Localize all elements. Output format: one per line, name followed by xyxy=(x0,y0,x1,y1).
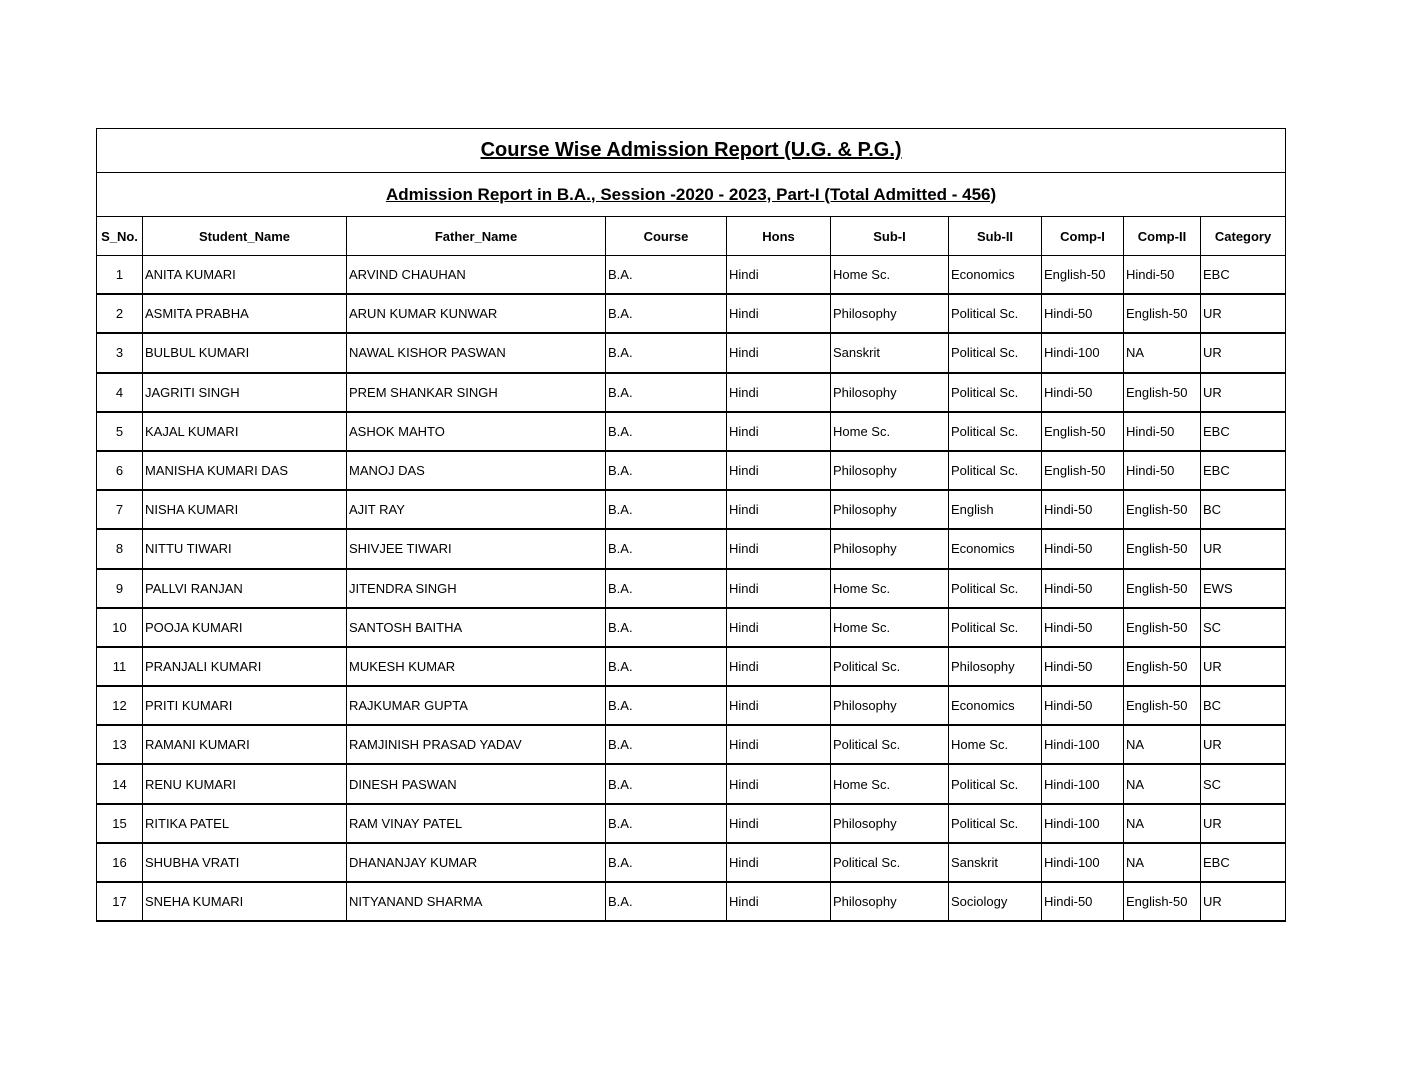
table-row xyxy=(97,843,1286,882)
cell-category: UR xyxy=(1201,529,1286,568)
header-father-name: Father_Name xyxy=(347,217,606,256)
cell-father-name: AJIT RAY xyxy=(347,490,606,529)
cell-sub-i: Philosophy xyxy=(831,529,949,568)
cell-category: UR xyxy=(1201,647,1286,686)
cell-sub-i: Home Sc. xyxy=(831,569,949,608)
cell-father-name: ASHOK MAHTO xyxy=(347,412,606,451)
cell-father-name: DHANANJAY KUMAR xyxy=(347,843,606,882)
cell-s-no: 4 xyxy=(97,373,143,412)
cell-father-name: NAWAL KISHOR PASWAN xyxy=(347,333,606,372)
cell-course: B.A. xyxy=(606,490,727,529)
cell-sub-i: Philosophy xyxy=(831,686,949,725)
cell-category: SC xyxy=(1201,764,1286,803)
cell-category: UR xyxy=(1201,373,1286,412)
cell-s-no: 10 xyxy=(97,608,143,647)
title-row xyxy=(97,129,1286,173)
cell-student-name: JAGRITI SINGH xyxy=(143,373,347,412)
cell-s-no: 11 xyxy=(97,647,143,686)
cell-hons: Hindi xyxy=(727,412,831,451)
cell-student-name: PRITI KUMARI xyxy=(143,686,347,725)
cell-sub-ii: Economics xyxy=(949,686,1042,725)
cell-hons: Hindi xyxy=(727,451,831,490)
cell-category: EBC xyxy=(1201,451,1286,490)
cell-sub-i: Home Sc. xyxy=(831,256,949,295)
cell-sub-i: Political Sc. xyxy=(831,647,949,686)
cell-s-no: 3 xyxy=(97,333,143,372)
cell-course: B.A. xyxy=(606,686,727,725)
cell-comp-i: Hindi-50 xyxy=(1042,686,1124,725)
cell-sub-i: Philosophy xyxy=(831,451,949,490)
cell-comp-ii: NA xyxy=(1124,804,1201,843)
cell-s-no: 2 xyxy=(97,294,143,333)
cell-comp-i: Hindi-100 xyxy=(1042,804,1124,843)
cell-comp-i: Hindi-50 xyxy=(1042,490,1124,529)
cell-father-name: ARUN KUMAR KUNWAR xyxy=(347,294,606,333)
report-subtitle: Admission Report in B.A., Session -2020 - 2023, Part-I (Total Admitted - 456) xyxy=(97,173,1286,217)
subtitle-row xyxy=(97,173,1286,217)
cell-father-name: ARVIND CHAUHAN xyxy=(347,256,606,295)
cell-father-name: MANOJ DAS xyxy=(347,451,606,490)
header-category: Category xyxy=(1201,217,1286,256)
cell-father-name: SHIVJEE TIWARI xyxy=(347,529,606,568)
table-row xyxy=(97,333,1286,372)
cell-comp-i: Hindi-50 xyxy=(1042,294,1124,333)
cell-hons: Hindi xyxy=(727,686,831,725)
cell-course: B.A. xyxy=(606,256,727,295)
cell-father-name: RAM VINAY PATEL xyxy=(347,804,606,843)
table-row xyxy=(97,608,1286,647)
cell-comp-ii: NA xyxy=(1124,764,1201,803)
header-comp-i: Comp-I xyxy=(1042,217,1124,256)
cell-sub-ii: Political Sc. xyxy=(949,333,1042,372)
header-sub-i: Sub-I xyxy=(831,217,949,256)
cell-student-name: KAJAL KUMARI xyxy=(143,412,347,451)
cell-s-no: 8 xyxy=(97,529,143,568)
cell-s-no: 14 xyxy=(97,764,143,803)
cell-hons: Hindi xyxy=(727,529,831,568)
cell-category: UR xyxy=(1201,882,1286,921)
cell-category: EBC xyxy=(1201,256,1286,295)
cell-category: SC xyxy=(1201,608,1286,647)
cell-sub-i: Home Sc. xyxy=(831,412,949,451)
cell-hons: Hindi xyxy=(727,256,831,295)
cell-s-no: 16 xyxy=(97,843,143,882)
cell-s-no: 5 xyxy=(97,412,143,451)
cell-father-name: MUKESH KUMAR xyxy=(347,647,606,686)
table-row xyxy=(97,294,1286,333)
cell-sub-i: Home Sc. xyxy=(831,608,949,647)
cell-comp-ii: English-50 xyxy=(1124,294,1201,333)
cell-father-name: NITYANAND SHARMA xyxy=(347,882,606,921)
cell-comp-ii: Hindi-50 xyxy=(1124,256,1201,295)
cell-sub-i: Sanskrit xyxy=(831,333,949,372)
cell-student-name: POOJA KUMARI xyxy=(143,608,347,647)
cell-student-name: RAMANI KUMARI xyxy=(143,725,347,764)
cell-sub-ii: Political Sc. xyxy=(949,412,1042,451)
cell-father-name: JITENDRA SINGH xyxy=(347,569,606,608)
cell-s-no: 12 xyxy=(97,686,143,725)
cell-sub-ii: Philosophy xyxy=(949,647,1042,686)
cell-student-name: ANITA KUMARI xyxy=(143,256,347,295)
header-sub-ii: Sub-II xyxy=(949,217,1042,256)
cell-comp-ii: Hindi-50 xyxy=(1124,451,1201,490)
cell-hons: Hindi xyxy=(727,843,831,882)
cell-s-no: 6 xyxy=(97,451,143,490)
header-s-no: S_No. xyxy=(97,217,143,256)
cell-course: B.A. xyxy=(606,647,727,686)
table-row xyxy=(97,529,1286,568)
cell-hons: Hindi xyxy=(727,373,831,412)
table-row xyxy=(97,882,1286,921)
cell-category: UR xyxy=(1201,294,1286,333)
cell-comp-ii: English-50 xyxy=(1124,608,1201,647)
cell-comp-ii: NA xyxy=(1124,333,1201,372)
cell-comp-ii: English-50 xyxy=(1124,529,1201,568)
cell-sub-ii: English xyxy=(949,490,1042,529)
cell-comp-i: Hindi-50 xyxy=(1042,882,1124,921)
cell-hons: Hindi xyxy=(727,333,831,372)
cell-comp-ii: English-50 xyxy=(1124,373,1201,412)
cell-student-name: SNEHA KUMARI xyxy=(143,882,347,921)
cell-comp-ii: English-50 xyxy=(1124,569,1201,608)
cell-father-name: RAJKUMAR GUPTA xyxy=(347,686,606,725)
cell-s-no: 17 xyxy=(97,882,143,921)
report-title: Course Wise Admission Report (U.G. & P.G.) xyxy=(97,129,1286,173)
cell-sub-ii: Political Sc. xyxy=(949,451,1042,490)
table-row xyxy=(97,764,1286,803)
cell-student-name: NISHA KUMARI xyxy=(143,490,347,529)
cell-category: EWS xyxy=(1201,569,1286,608)
cell-comp-i: Hindi-50 xyxy=(1042,373,1124,412)
cell-s-no: 7 xyxy=(97,490,143,529)
cell-sub-ii: Political Sc. xyxy=(949,804,1042,843)
cell-course: B.A. xyxy=(606,412,727,451)
table-row xyxy=(97,451,1286,490)
cell-comp-ii: Hindi-50 xyxy=(1124,412,1201,451)
cell-sub-ii: Economics xyxy=(949,529,1042,568)
table-row xyxy=(97,412,1286,451)
cell-category: EBC xyxy=(1201,843,1286,882)
table-row xyxy=(97,490,1286,529)
cell-hons: Hindi xyxy=(727,647,831,686)
cell-comp-i: Hindi-50 xyxy=(1042,569,1124,608)
cell-student-name: ASMITA PRABHA xyxy=(143,294,347,333)
cell-sub-ii: Political Sc. xyxy=(949,764,1042,803)
cell-comp-i: Hindi-50 xyxy=(1042,608,1124,647)
cell-course: B.A. xyxy=(606,569,727,608)
cell-course: B.A. xyxy=(606,764,727,803)
cell-comp-ii: English-50 xyxy=(1124,882,1201,921)
cell-comp-i: English-50 xyxy=(1042,412,1124,451)
cell-comp-i: Hindi-50 xyxy=(1042,647,1124,686)
header-comp-ii: Comp-II xyxy=(1124,217,1201,256)
cell-category: UR xyxy=(1201,725,1286,764)
cell-hons: Hindi xyxy=(727,569,831,608)
cell-comp-ii: English-50 xyxy=(1124,490,1201,529)
cell-sub-ii: Political Sc. xyxy=(949,373,1042,412)
header-student-name: Student_Name xyxy=(143,217,347,256)
cell-category: UR xyxy=(1201,804,1286,843)
cell-sub-i: Philosophy xyxy=(831,490,949,529)
cell-comp-ii: NA xyxy=(1124,843,1201,882)
cell-father-name: PREM SHANKAR SINGH xyxy=(347,373,606,412)
cell-s-no: 1 xyxy=(97,256,143,295)
cell-comp-i: Hindi-100 xyxy=(1042,725,1124,764)
table-row xyxy=(97,569,1286,608)
table-row xyxy=(97,804,1286,843)
cell-sub-ii: Sociology xyxy=(949,882,1042,921)
cell-student-name: RENU KUMARI xyxy=(143,764,347,803)
cell-course: B.A. xyxy=(606,882,727,921)
cell-hons: Hindi xyxy=(727,882,831,921)
cell-course: B.A. xyxy=(606,529,727,568)
cell-sub-i: Philosophy xyxy=(831,804,949,843)
cell-course: B.A. xyxy=(606,725,727,764)
table-row xyxy=(97,725,1286,764)
cell-course: B.A. xyxy=(606,451,727,490)
cell-student-name: PALLVI RANJAN xyxy=(143,569,347,608)
cell-course: B.A. xyxy=(606,294,727,333)
table-row xyxy=(97,373,1286,412)
cell-student-name: SHUBHA VRATI xyxy=(143,843,347,882)
cell-course: B.A. xyxy=(606,608,727,647)
cell-course: B.A. xyxy=(606,804,727,843)
cell-hons: Hindi xyxy=(727,608,831,647)
cell-comp-ii: NA xyxy=(1124,725,1201,764)
cell-sub-ii: Political Sc. xyxy=(949,569,1042,608)
cell-hons: Hindi xyxy=(727,725,831,764)
cell-hons: Hindi xyxy=(727,294,831,333)
cell-course: B.A. xyxy=(606,333,727,372)
cell-student-name: RITIKA PATEL xyxy=(143,804,347,843)
cell-s-no: 15 xyxy=(97,804,143,843)
cell-sub-i: Political Sc. xyxy=(831,843,949,882)
cell-sub-i: Philosophy xyxy=(831,294,949,333)
table-row xyxy=(97,256,1286,295)
header-hons: Hons xyxy=(727,217,831,256)
cell-student-name: NITTU TIWARI xyxy=(143,529,347,568)
header-course: Course xyxy=(606,217,727,256)
cell-comp-ii: English-50 xyxy=(1124,647,1201,686)
cell-sub-ii: Home Sc. xyxy=(949,725,1042,764)
cell-student-name: PRANJALI KUMARI xyxy=(143,647,347,686)
cell-sub-ii: Political Sc. xyxy=(949,608,1042,647)
cell-sub-ii: Sanskrit xyxy=(949,843,1042,882)
cell-comp-i: Hindi-50 xyxy=(1042,529,1124,568)
cell-comp-ii: English-50 xyxy=(1124,686,1201,725)
cell-course: B.A. xyxy=(606,373,727,412)
cell-sub-i: Philosophy xyxy=(831,882,949,921)
cell-comp-i: English-50 xyxy=(1042,451,1124,490)
cell-hons: Hindi xyxy=(727,804,831,843)
cell-s-no: 13 xyxy=(97,725,143,764)
cell-category: BC xyxy=(1201,490,1286,529)
table-row xyxy=(97,647,1286,686)
cell-category: BC xyxy=(1201,686,1286,725)
cell-comp-i: Hindi-100 xyxy=(1042,843,1124,882)
cell-category: UR xyxy=(1201,333,1286,372)
cell-father-name: SANTOSH BAITHA xyxy=(347,608,606,647)
table-row xyxy=(97,686,1286,725)
cell-student-name: BULBUL KUMARI xyxy=(143,333,347,372)
cell-comp-i: Hindi-100 xyxy=(1042,764,1124,803)
cell-student-name: MANISHA KUMARI DAS xyxy=(143,451,347,490)
cell-comp-i: Hindi-100 xyxy=(1042,333,1124,372)
cell-father-name: RAMJINISH PRASAD YADAV xyxy=(347,725,606,764)
cell-sub-ii: Political Sc. xyxy=(949,294,1042,333)
cell-hons: Hindi xyxy=(727,490,831,529)
cell-sub-ii: Economics xyxy=(949,256,1042,295)
cell-s-no: 9 xyxy=(97,569,143,608)
cell-sub-i: Philosophy xyxy=(831,373,949,412)
cell-comp-i: English-50 xyxy=(1042,256,1124,295)
admission-report-table xyxy=(96,128,1286,922)
cell-category: EBC xyxy=(1201,412,1286,451)
column-header-row xyxy=(97,217,1286,256)
table-body xyxy=(97,256,1286,922)
cell-hons: Hindi xyxy=(727,764,831,803)
cell-sub-i: Home Sc. xyxy=(831,764,949,803)
cell-course: B.A. xyxy=(606,843,727,882)
cell-sub-i: Political Sc. xyxy=(831,725,949,764)
cell-father-name: DINESH PASWAN xyxy=(347,764,606,803)
